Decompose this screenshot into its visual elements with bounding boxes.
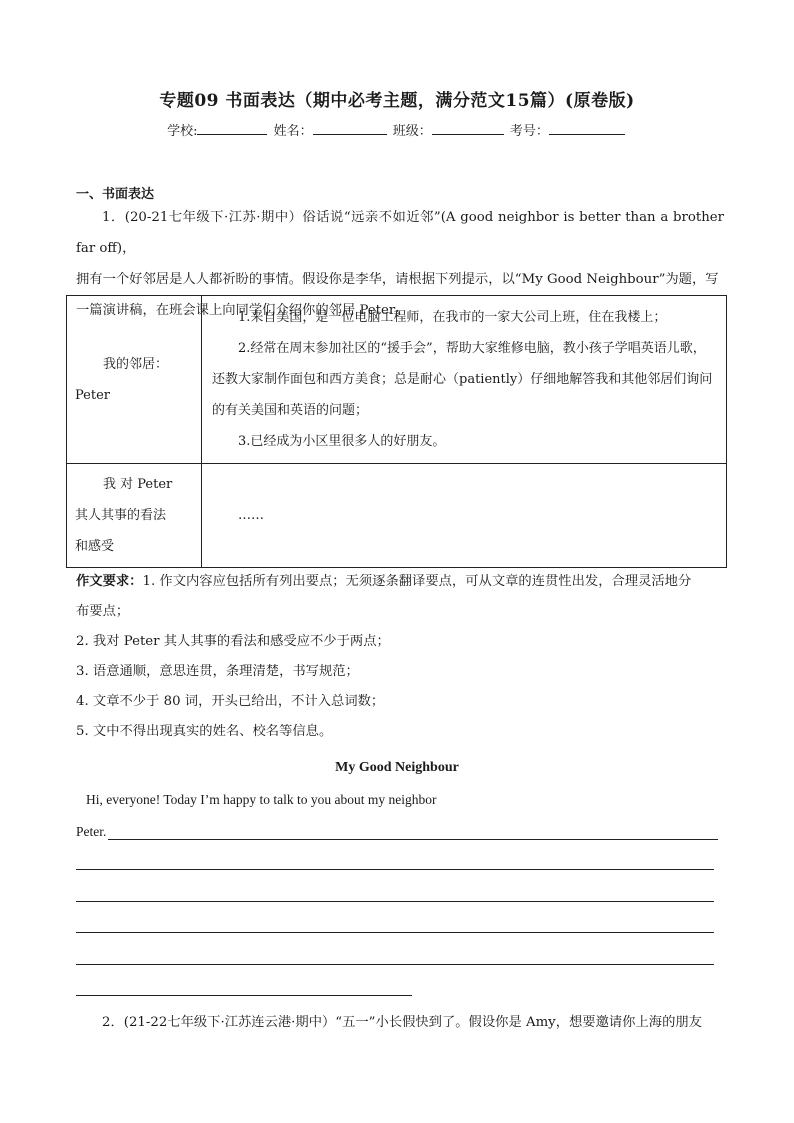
neighbor-label: 我的邻居： xyxy=(103,356,169,372)
school-label: 学校: xyxy=(167,124,198,139)
opinion-label-b: 其人其事的看法 xyxy=(75,508,167,523)
writing-line[interactable] xyxy=(108,839,718,840)
table-row xyxy=(67,464,727,568)
requirement-4: 4. 文章不少于 80 词，开头已给出，不计入总词数； xyxy=(76,694,385,709)
opinion-label-cell xyxy=(67,464,202,568)
student-info-row xyxy=(0,120,794,139)
prompt-table xyxy=(66,295,727,568)
question1-line3: 一篇演讲稿，在班会课上向同学们介绍你的邻居 Peter。 xyxy=(76,303,409,318)
neighbor-name: Peter xyxy=(75,387,110,403)
requirement-3: 3. 语意通顺，意思连贯，条理清楚，书写规范； xyxy=(76,664,359,679)
class-label: 班级： xyxy=(392,124,432,139)
name-label: 姓名： xyxy=(273,124,313,139)
requirements-label: 作文要求： xyxy=(76,574,143,589)
writing-line[interactable] xyxy=(76,995,412,996)
opinion-ellipsis: …… xyxy=(238,508,264,523)
name-blank[interactable] xyxy=(313,122,387,135)
essay-title: My Good Neighbour xyxy=(335,760,459,775)
point-2c: 的有关美国和英语的问题； xyxy=(212,403,369,418)
question2-text xyxy=(76,1010,726,1036)
essay-peter: Peter. xyxy=(76,824,107,839)
writing-line[interactable] xyxy=(76,964,714,965)
question1-line1: 1．(20-21七年级下·江苏·期中）俗话说“远亲不如近邻”(A good neighbor is better than a brother far off)， xyxy=(76,210,724,256)
requirement-1a: 作文要求：1. 作文内容应包括所有列出要点；无须逐条翻译要点，可从文章的连贯性出发，合理灵活地分 xyxy=(76,574,692,589)
writing-line[interactable] xyxy=(76,901,714,902)
table-row xyxy=(67,296,727,464)
writing-line[interactable] xyxy=(76,869,714,870)
school-blank[interactable] xyxy=(197,122,267,135)
requirement-1b: 布要点； xyxy=(76,604,130,619)
neighbor-label-cell xyxy=(67,296,202,464)
writing-line[interactable] xyxy=(76,932,714,933)
class-blank[interactable] xyxy=(432,122,504,135)
question1-line2: 拥有一个好邻居是人人都祈盼的事情。假设你是李华，请根据下列提示，以“My Good Neighbour”为题，写 xyxy=(76,272,719,287)
opinion-label-a: 我 对 Peter xyxy=(103,477,173,492)
page-title: 专题09 书面表达（期中必考主题，满分范文15篇）(原卷版) xyxy=(159,91,635,111)
essay-opening: Hi, everyone! Today I’m happy to talk to you about my neighbor xyxy=(86,792,437,807)
section-heading: 一、书面表达 xyxy=(76,187,155,202)
opinion-content-cell xyxy=(202,464,727,568)
neighbor-points-cell xyxy=(202,296,727,464)
opinion-label-c: 和感受 xyxy=(75,539,115,554)
point-1: 1.来自美国，是一位电脑工程师，在我市的一家大公司上班，住在我楼上； xyxy=(238,310,667,325)
exam-no-label: 考号： xyxy=(509,124,549,139)
point-2a: 2.经常在周末参加社区的“援手会”，帮助大家维修电脑，教小孩子学唱英语儿歌， xyxy=(238,341,706,356)
point-2b: 还教大家制作面包和西方美食；总是耐心（patiently）仔细地解答我和其他邻居们询问 xyxy=(212,372,713,387)
requirement-2: 2. 我对 Peter 其人其事的看法和感受应不少于两点； xyxy=(76,634,390,649)
question2-line1: 2．(21-22七年级下·江苏连云港·期中）“五一”小长假快到了。假设你是 Amy，想要邀请你上海的朋友 xyxy=(102,1015,702,1030)
requirement-5: 5. 文中不得出现真实的姓名、校名等信息。 xyxy=(76,724,333,739)
point-3: 3.已经成为小区里很多人的好朋友。 xyxy=(238,434,446,449)
exam-no-blank[interactable] xyxy=(549,122,625,135)
requirements xyxy=(76,567,726,747)
